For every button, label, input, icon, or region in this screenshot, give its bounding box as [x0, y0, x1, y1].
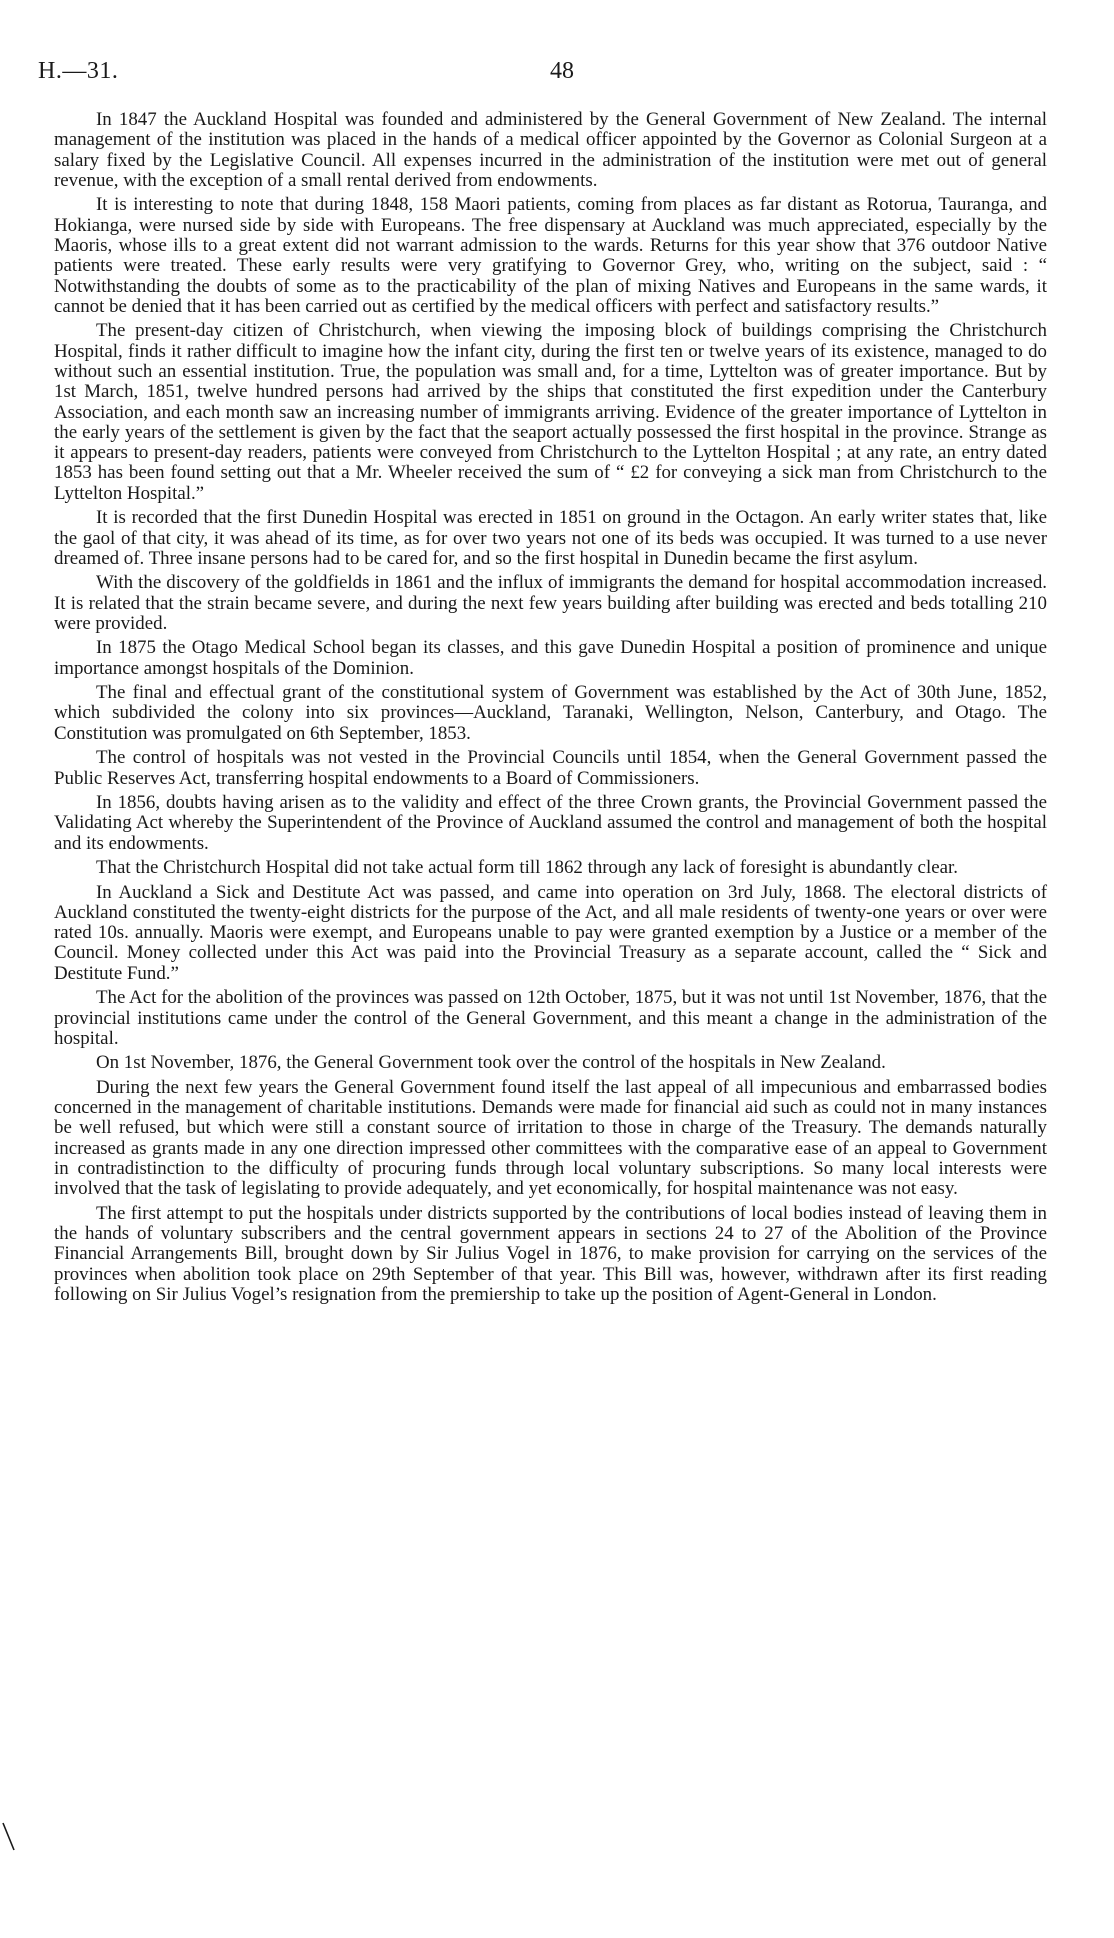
document-reference: H.—31. — [38, 58, 119, 84]
paragraph: The first attempt to put the hospitals under districts supported by the contributions of local bodies instead of leaving them in the hands of voluntary subscribers and the central government appears in sections 24 to 27 of the Abolition of the Province Financial Arrangements Bill, brought down by Sir Julius Vogel in 1876, to make provision for carrying on the services of the provinces when abolition took place on 29th September of that year. This Bill was, however, withdrawn after its first reading following on Sir Julius Vogel’s resignation from the premiership to take up the position of Agent-General in London. — [54, 1202, 1047, 1305]
body-text — [54, 110, 1047, 1309]
paragraph: The control of hospitals was not vested in the Provincial Councils until 1854, when the General Government passed the Public Reserves Act, transferring hospital endowments to a Board of Commissioners. — [54, 747, 1047, 789]
paragraph: On 1st November, 1876, the General Government took over the control of the hospitals in New Zealand. — [96, 1052, 886, 1074]
paragraph: In 1875 the Otago Medical School began its classes, and this gave Dunedin Hospital a position of prominence and unique importance amongst hospitals of the Dominion. — [54, 637, 1047, 679]
paragraph: In 1847 the Auckland Hospital was founded and administered by the General Government of New Zealand. The internal management of the institution was placed in the hands of a medical officer appointed by the Governor as Colonial Surgeon at a salary fixed by the Legislative Council. All expenses incurred in the administration of the institution were met out of general revenue, with the exception of a small rental derived from endowments. — [54, 109, 1047, 191]
paragraph: The Act for the abolition of the provinces was passed on 12th October, 1875, but it was not until 1st November, 1876, that the provincial institutions came under the control of the General Government, and this meant a change in the administration of the hospital. — [54, 987, 1047, 1049]
page-header — [38, 58, 1048, 98]
page-number: 48 — [550, 58, 574, 84]
paragraph: It is interesting to note that during 1848, 158 Maori patients, coming from places as far distant as Rotorua, Tauranga, and Hokianga, were nursed side by side with Europeans. The free dispensary at Auckland was much appreciated, especially by the Maoris, whose ills to a great extent did not warrant admission to the wards. Returns for this year show that 376 outdoor Native patients were treated. These early results were very gratifying to Governor Grey, who, writing on the subject, said : “ Notwithstanding the doubts of some as to the practicability of the plan of mixing Natives and Europeans in the same wards, it cannot be denied that it has been carried out as certified by the medical officers with perfect and satisfactory results.” — [54, 194, 1047, 317]
paragraph: In Auckland a Sick and Destitute Act was passed, and came into operation on 3rd July, 1868. The electoral districts of Auckland constituted the twenty-eight districts for the purpose of the Act, and all male residents of twenty-one years or over were rated 10s. annually. Maoris were exempt, and Europeans unable to pay were granted exemption by a Justice or a member of the Council. Money collected under this Act was paid into the Provincial Treasury as a separate account, called the “ Sick and Destitute Fund.” — [54, 881, 1047, 984]
paragraph: The present-day citizen of Christchurch, when viewing the imposing block of buildings comprising the Christchurch Hospital, finds it rather difficult to imagine how the infant city, during the first ten or twelve years of its existence, managed to do without such an essential institution. True, the population was small and, for a time, Lyttelton was of greater importance. But by 1st March, 1851, twelve hundred persons had arrived by the ships that constituted the first expedition under the Canterbury Association, and each month saw an increasing number of immigrants arriving. Evidence of the greater importance of Lyttelton in the early years of the settlement is given by the fact that the seaport actually possessed the first hospital in the province. Strange as it appears to present-day readers, patients were conveyed from Christchurch to the Lyttelton Hospital ; at any rate, an entry dated 1853 has been found setting out that a Mr. Wheeler received the sum of “ £2 for conveying a sick man from Christchurch to the Lyttelton Hospital.” — [54, 320, 1047, 504]
paragraph: With the discovery of the goldfields in 1861 and the influx of immigrants the demand for hospital accommodation increased. It is related that the strain became severe, and during the next few years building after building was erected and beds totalling 210 were provided. — [54, 572, 1047, 634]
paragraph: In 1856, doubts having arisen as to the validity and effect of the three Crown grants, the Provincial Government passed the Validating Act whereby the Superintendent of the Province of Auckland assumed the control and management of both the hospital and its endowments. — [54, 792, 1047, 854]
paragraph: It is recorded that the first Dunedin Hospital was erected in 1851 on ground in the Octagon. An early writer states that, like the gaol of that city, it was ahead of its time, as for over two years not one of its beds was occupied. It was turned to a use never dreamed of. Three insane persons had to be cared for, and so the first hospital in Dunedin became the first asylum. — [54, 507, 1047, 569]
paragraph: That the Christchurch Hospital did not take actual form till 1862 through any lack of foresight is abundantly clear. — [96, 857, 958, 879]
margin-mark-icon — [2, 1822, 16, 1852]
paragraph: The final and effectual grant of the constitutional system of Government was established by the Act of 30th June, 1852, which subdivided the colony into six provinces—Auckland, Taranaki, Wellington, Nelson, Canterbury, and Otago. The Constitution was promulgated on 6th September, 1853. — [54, 682, 1047, 744]
paragraph: During the next few years the General Government found itself the last appeal of all impecunious and embarrassed bodies concerned in the management of charitable institutions. Demands were made for financial aid such as could not in many instances be well refused, but which were still a constant source of irritation to those in charge of the Treasury. The demands naturally increased as grants made in any one direction impressed other committees with the comparative ease of an appeal to Government in contradistinction to the difficulty of procuring funds through local voluntary subscriptions. So many local interests were involved that the task of legislating to provide adequately, and yet economically, for hospital maintenance was not easy. — [54, 1076, 1047, 1200]
